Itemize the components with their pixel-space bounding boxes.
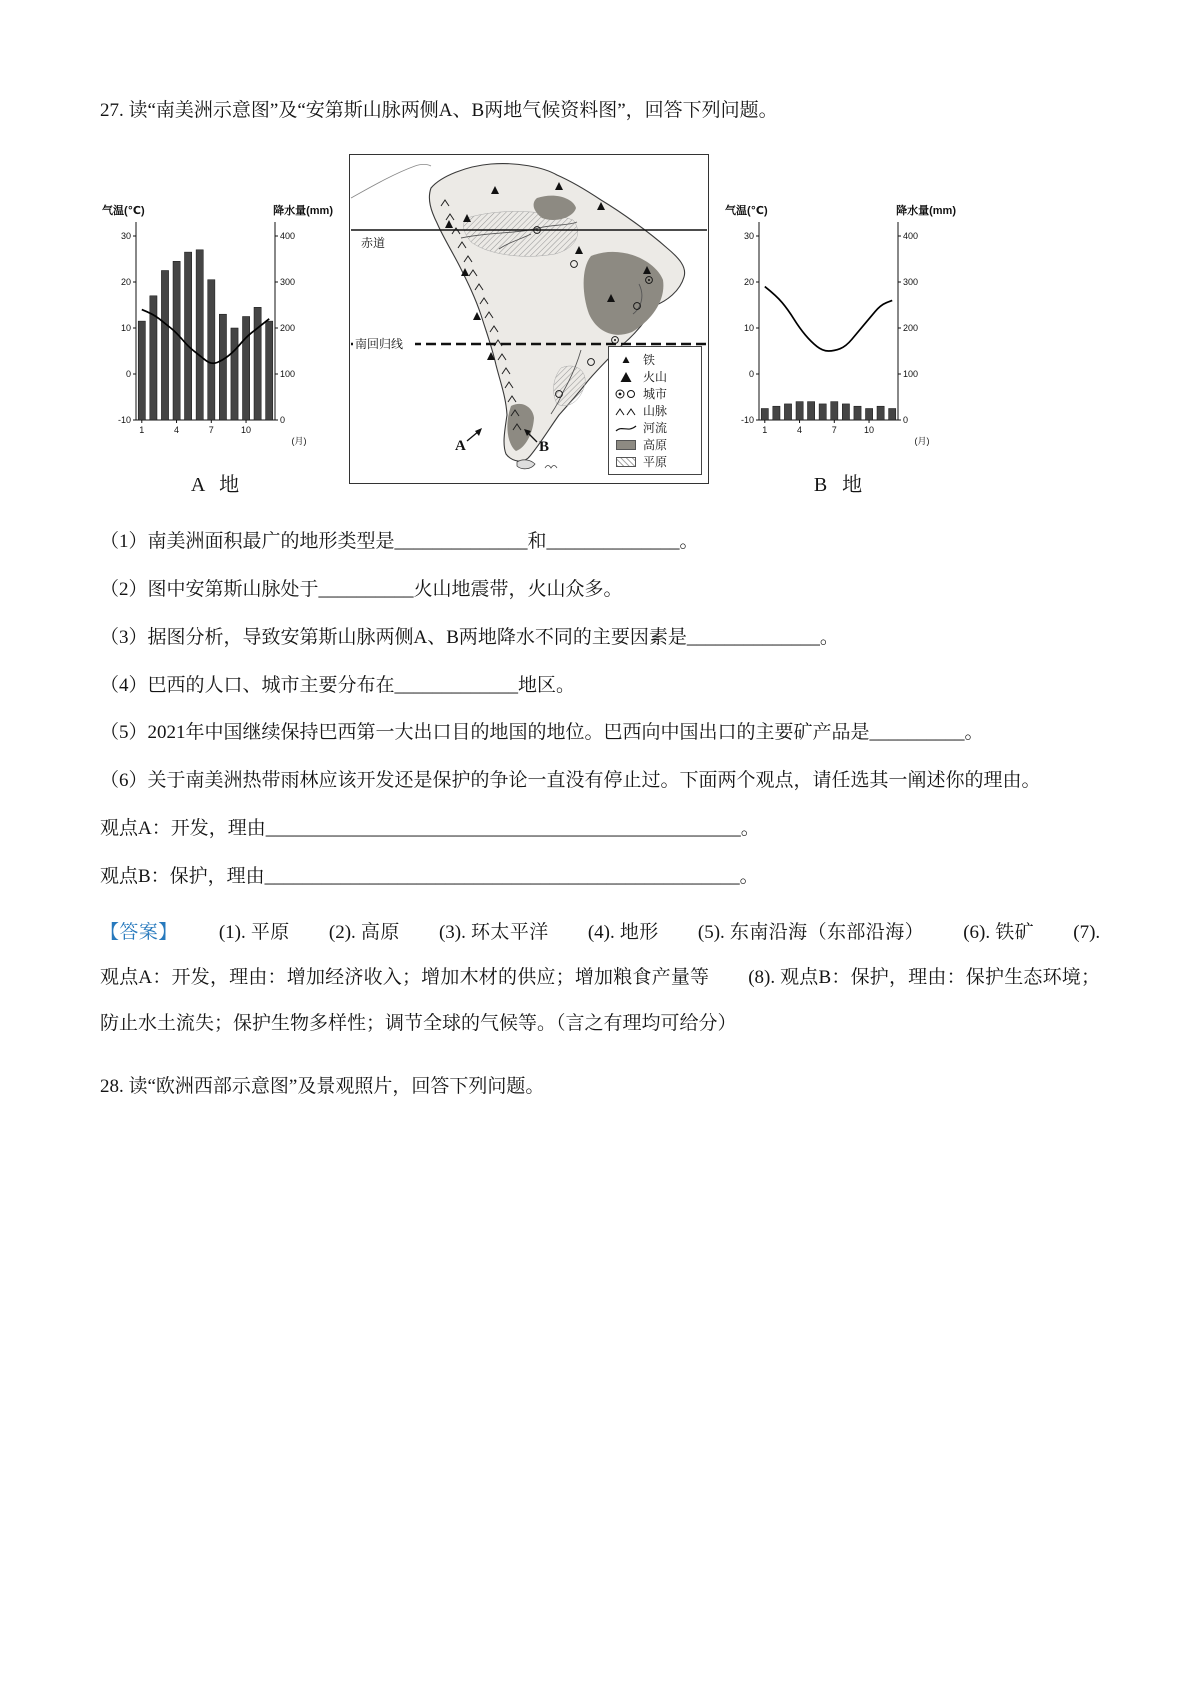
svg-text:-10: -10 <box>117 415 131 426</box>
city-icon <box>614 388 638 400</box>
svg-text:(月): (月) <box>291 436 307 447</box>
svg-text:0: 0 <box>903 415 909 426</box>
legend-item-mountain <box>614 402 696 419</box>
svg-text:1: 1 <box>762 425 768 436</box>
svg-text:200: 200 <box>903 323 919 334</box>
legend-label: 铁 <box>643 353 656 368</box>
svg-text:气温(℃): 气温(℃) <box>725 205 768 218</box>
river-icon <box>614 422 638 434</box>
equator-label: 赤道 <box>361 236 386 251</box>
answer-item-7: (7). 观点A：开发，理由：增加经济收入；增加木材的供应；增加粮食产量等 <box>100 921 1101 989</box>
legend-label: 城市 <box>643 387 668 402</box>
svg-text:10: 10 <box>120 323 131 334</box>
legend-label: 平原 <box>643 455 668 470</box>
viewpoint-b-line: 观点B：保护，理由__________________________________________________。 <box>100 865 759 887</box>
viewpoint-a-line: 观点A：开发，理由__________________________________________________。 <box>100 817 760 839</box>
legend-item-river <box>614 419 696 436</box>
legend-item-plateau <box>614 436 696 453</box>
answer-paragraph <box>100 910 1100 1047</box>
question-27-stem: 27. 读“南美洲示意图”及“安第斯山脉两侧A、B两地气候资料图”，回答下列问题。 <box>100 100 778 121</box>
svg-text:0: 0 <box>748 369 754 380</box>
svg-text:降水量(mm): 降水量(mm) <box>273 205 333 218</box>
svg-text:400: 400 <box>280 231 296 242</box>
chart-b-title: B 地 <box>813 474 868 497</box>
svg-text:4: 4 <box>797 425 803 436</box>
point-b-label: B <box>539 439 550 456</box>
svg-text:100: 100 <box>903 369 919 380</box>
question-6: （6）关于南美洲热带雨林应该开发还是保护的争论一直没有停止过。下面两个观点，请任选其一阐述你的理由。 <box>100 770 1041 792</box>
svg-text:10: 10 <box>743 323 754 334</box>
svg-text:20: 20 <box>743 277 754 288</box>
question-4: （4）巴西的人口、城市主要分布在_____________地区。 <box>100 674 576 696</box>
mountain-range-icon <box>614 405 638 417</box>
svg-text:30: 30 <box>120 231 131 242</box>
svg-text:1: 1 <box>139 425 145 436</box>
question-1: （1）南美洲面积最广的地形类型是______________和______________。 <box>100 531 699 553</box>
volcano-icon <box>614 371 638 383</box>
answer-item-2: (2). 高原 <box>328 921 400 943</box>
plateau-swatch <box>614 440 638 450</box>
legend-label: 高原 <box>643 438 668 453</box>
tropic-label: 南回归线 <box>355 337 404 352</box>
svg-text:300: 300 <box>903 277 919 288</box>
chart-a-title: A 地 <box>190 474 245 497</box>
svg-text:7: 7 <box>208 425 214 436</box>
legend-item-volcano <box>614 368 696 385</box>
answer-label: 【答案】 <box>100 921 178 943</box>
question-2: （2）图中安第斯山脉处于__________火山地震带，火山众多。 <box>100 579 623 601</box>
svg-text:400: 400 <box>903 231 919 242</box>
legend-item-iron <box>614 351 696 368</box>
svg-text:0: 0 <box>280 415 286 426</box>
legend-label: 河流 <box>643 421 668 436</box>
climate-chart-a-plot <box>100 198 335 460</box>
question-list <box>100 527 1100 797</box>
svg-text:气温(℃): 气温(℃) <box>102 205 145 218</box>
answer-item-8: (8). 观点B：保护，理由：保护生态环境；防止水土流失；保护生物多样性；调节全球的气候等。（言之有理均可给分） <box>100 967 1101 1034</box>
answer-item-5: (5). 东南沿海（东部沿海） <box>697 921 925 943</box>
question-5: （5）2021年中国继续保持巴西第一大出口目的地国的地位。巴西向中国出口的主要矿产品是__________。 <box>100 722 984 744</box>
svg-text:0: 0 <box>125 369 131 380</box>
legend-item-plain <box>614 453 696 470</box>
svg-text:4: 4 <box>174 425 180 436</box>
plain-swatch <box>614 457 638 467</box>
answer-item-4: (4). 地形 <box>587 921 659 943</box>
answer-item-3: (3). 环太平洋 <box>438 921 549 943</box>
question-3: （3）据图分析，导致安第斯山脉两侧A、B两地降水不同的主要因素是______________。 <box>100 626 839 648</box>
answer-item-6: (6). 铁矿 <box>963 921 1035 943</box>
climate-chart-b-plot <box>723 198 958 460</box>
svg-text:10: 10 <box>241 425 252 436</box>
climate-chart-a <box>100 198 335 497</box>
svg-text:30: 30 <box>743 231 754 242</box>
south-america-map <box>349 154 709 484</box>
map-legend <box>608 346 702 475</box>
svg-text:300: 300 <box>280 277 296 288</box>
legend-label: 火山 <box>643 370 668 385</box>
svg-text:-10: -10 <box>740 415 754 426</box>
svg-text:10: 10 <box>864 425 875 436</box>
svg-text:100: 100 <box>280 369 296 380</box>
legend-label: 山脉 <box>643 404 668 419</box>
answer-item-1: (1). 平原 <box>218 921 290 943</box>
question-28-stem: 28. 读“欧洲西部示意图”及景观照片，回答下列问题。 <box>100 1076 545 1098</box>
legend-item-city <box>614 385 696 402</box>
climate-chart-b <box>723 198 958 497</box>
svg-text:20: 20 <box>120 277 131 288</box>
iron-ore-icon <box>614 354 638 365</box>
svg-text:(月): (月) <box>914 436 930 447</box>
svg-text:7: 7 <box>831 425 837 436</box>
svg-text:降水量(mm): 降水量(mm) <box>896 205 956 218</box>
svg-text:200: 200 <box>280 323 296 334</box>
point-a-label: A <box>455 438 466 455</box>
figure-row <box>100 154 1100 497</box>
